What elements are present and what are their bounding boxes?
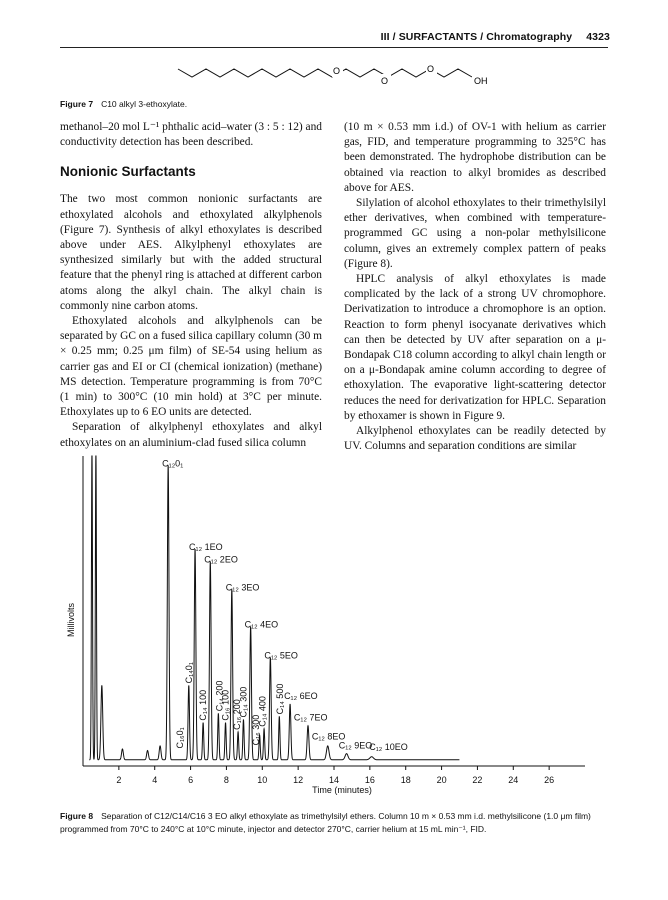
running-header [381, 31, 610, 43]
x-tick-label: 4 [152, 775, 158, 785]
peak-label: C₁₄ 200 [214, 680, 225, 712]
peak-label: C₁₄ 500 [275, 683, 286, 715]
x-tick-label: 20 [436, 775, 447, 785]
section-heading: Nonionic Surfactants [60, 164, 196, 180]
peak-label: C₁₄0₁ [183, 662, 194, 684]
peak-label: C₁₂ 5EO [264, 650, 298, 661]
left-para-3: Ethoxylated alcohols and alkylphenols can be separated by GC on a fused silica capillary column (30 m × 0.25 mm; 0.25 μm film) of SE-54 using helium as carrier gas and EI or CI (chemical ionization) (methane) MS detection. Temperature programming is from 70°C (1 min) to 300°C (10 min hold) at 3°C per minute. Ethoxylates up to 6 EO units are detected. [60, 315, 322, 419]
figure7-caption [60, 98, 187, 111]
peak-label: C₁₂0₁ [162, 458, 184, 469]
x-tick-label: 12 [293, 775, 304, 785]
left-para-4: Separation of alkylphenyl ethoxylates and alkyl ethoxylates on an aluminium-clad fused silica column [60, 421, 322, 449]
x-tick-label: 14 [328, 775, 340, 785]
peak-label: C₁₄ 300 [238, 686, 249, 718]
molecule-diagram [160, 55, 520, 95]
mol-oh: OH [474, 76, 488, 86]
right-para-3: HPLC analysis of alkyl ethoxylates is made complicated by the lack of a strong UV chromophore. Derivatization to introduce a chromophore is an option. Reaction to form phenyl isocyanate derivatives which can then be detected by UV after separation on a μ-Bondapak C18 column according to alkyl chain length or on a μ-Bondapak amine column according to degree of ethoxylation. The evaporative light-scattering detector reduces the need for derivatization for HPLC. Separation by ethoxamer is shown in Figure 9. [344, 273, 606, 422]
peak-label: C₁₂ 6EO [284, 691, 318, 701]
running-title: III / SURFACTANTS / Chromatography [380, 31, 573, 43]
mol-o1: O [333, 66, 341, 76]
peak-label: C₁₂ 10EO [369, 742, 408, 753]
peak-label: C₁₆0₁ [174, 727, 185, 749]
peak-label: C₁₂ 9EO [338, 740, 373, 751]
x-tick-label: 2 [116, 775, 122, 785]
right-para-1: (10 m × 0.53 mm i.d.) of OV-1 with helium as carrier gas, FID, and temperature programming to 325°C has been demonstrated. The hydrophobe distribution can be obtained via reaction to alkyl bromides as described above for AES. [344, 121, 606, 194]
peak-label: C₁₂ 2EO [204, 554, 238, 565]
x-tick-label: 8 [223, 775, 229, 785]
chromatogram-chart [60, 450, 620, 810]
left-para-1: methanol–20 mol L⁻¹ phthalic acid–water (3 : 5 : 12) and conductivity detection has been described. [60, 121, 322, 149]
peak-label: C₁₂ 4EO [244, 619, 279, 630]
right-para-2: Silylation of alcohol ethoxylates to their trimethylsilyl ether derivatives, when combined with temperature-programmed GC using a non-polar methylsilicone column, gives an extremely complex pattern of peaks (Figure 8). [344, 197, 606, 270]
mol-o3: O [427, 64, 435, 74]
peak-labels [162, 459, 408, 753]
y-axis-label: Millivolts [66, 602, 76, 638]
left-column [60, 120, 322, 451]
peak-label: C₁₆ 200 [232, 699, 243, 730]
x-tick-label: 26 [544, 775, 555, 785]
peak-label: C₁₂ 8EO [311, 731, 346, 742]
peak-label: C₁₆ 100 [220, 689, 231, 721]
x-tick-label: 18 [400, 775, 411, 785]
x-axis-label: Time (minutes) [312, 785, 372, 795]
figure8-label: Figure 8 [60, 811, 94, 821]
peak-label: C₁₄ 100 [198, 689, 209, 721]
figure8-caption [60, 810, 610, 836]
mol-o2: O [381, 76, 389, 86]
left-para-2: The two most common nonionic surfactants are ethoxylated alcohols and ethoxylated alkylphenols (Figure 7). Synthesis of alkyl ethoxylates is described above under AES. Alkylphenyl ethoxylates are synthesized similarly but with the added structural feature that the phenyl ring is attached at different carbon atoms along the alkyl chain. The alkyl chain is commonly nine carbon atoms. [60, 193, 322, 312]
x-tick-label: 16 [364, 775, 375, 785]
right-column [344, 120, 606, 454]
peak-label: C₁₂ 3EO [225, 582, 260, 593]
figure8-text: Separation of C12/C14/C16 3 EO alkyl ethoxylate as trimethylsilyl ethers. Column 10 m × 0.53 mm i.d. methylsilicone (1.0 μm film) programmed from 70°C to 240°C at 10°C minute, injector and detector 270°C, carrier helium at 15 mL min⁻¹, FID. [60, 811, 591, 834]
figure7-text: C10 alkyl 3-ethoxylate. [101, 99, 188, 109]
page-number: 4323 [586, 31, 610, 43]
x-tick-label: 22 [472, 775, 483, 785]
header-rule [60, 47, 608, 48]
peak-label: C₁₂ 7EO [293, 712, 328, 723]
peak-label: C₁₄ 400 [257, 696, 268, 727]
x-tick-label: 6 [188, 775, 194, 785]
right-para-4: Alkylphenol ethoxylates can be readily detected by UV. Columns and separation conditions are similar [344, 425, 606, 453]
x-tick-label: 10 [257, 775, 268, 785]
peak-label: C₁₂ 1EO [189, 542, 223, 553]
peak-label: C₁₆ 300 [251, 714, 261, 746]
x-tick-label: 24 [508, 775, 519, 785]
figure7-label: Figure 7 [60, 99, 94, 109]
